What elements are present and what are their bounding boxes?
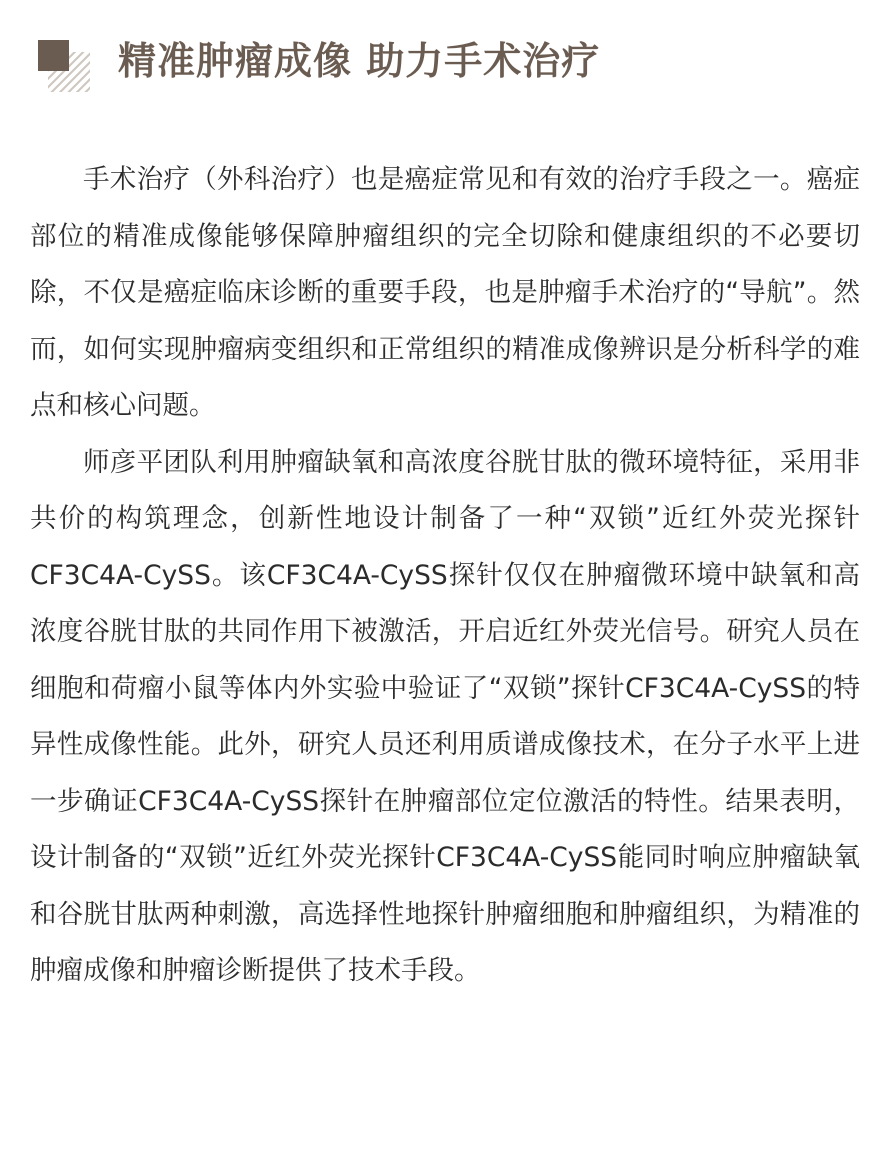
section-header — [38, 30, 858, 100]
paragraph-surgery: 手术治疗（外科治疗）也是癌症常见和有效的治疗手段之一。癌症部位的精准成像能够保障肿瘤组织的完全切除和健康组织的不必要切除，不仅是癌症临床诊断的重要手段，也是肿瘤手术治疗的“导航”。然而，如何实现肿瘤病变组织和正常组织的精准成像辨识是分析科学的难点和核心问题。 — [30, 164, 860, 421]
solid-square — [38, 40, 69, 71]
paragraph-probe: 师彦平团队利用肿瘤缺氧和高浓度谷胱甘肽的微环境特征，采用非共价的构筑理念，创新性地设计制备了一种“双锁”近红外荧光探针CF3C4A-CySS。该CF3C4A-CySS探针仅仅在肿瘤微环境中缺氧和高浓度谷胱甘肽的共同作用下被激活，开启近红外荧光信号。研究人员在细胞和荷瘤小鼠等体内外实验中验证了“双锁”探针CF3C4A-CySS的特异性成像性能。此外，研究人员还利用质谱成像技术，在分子水平上进一步确证CF3C4A-CySS探针在肿瘤部位定位激活的特性。结果表明，设计制备的“双锁”近红外荧光探针CF3C4A-CySS能同时响应肿瘤缺氧和谷胱甘肽两种刺激，高选择性地探针肿瘤细胞和肿瘤组织，为精准的肿瘤成像和肿瘤诊断提供了技术手段。 — [30, 446, 860, 986]
square-decoration-icon — [38, 40, 94, 94]
article-body — [30, 152, 860, 1000]
page-title: 精准肿瘤成像 助力手术治疗 — [118, 39, 601, 83]
